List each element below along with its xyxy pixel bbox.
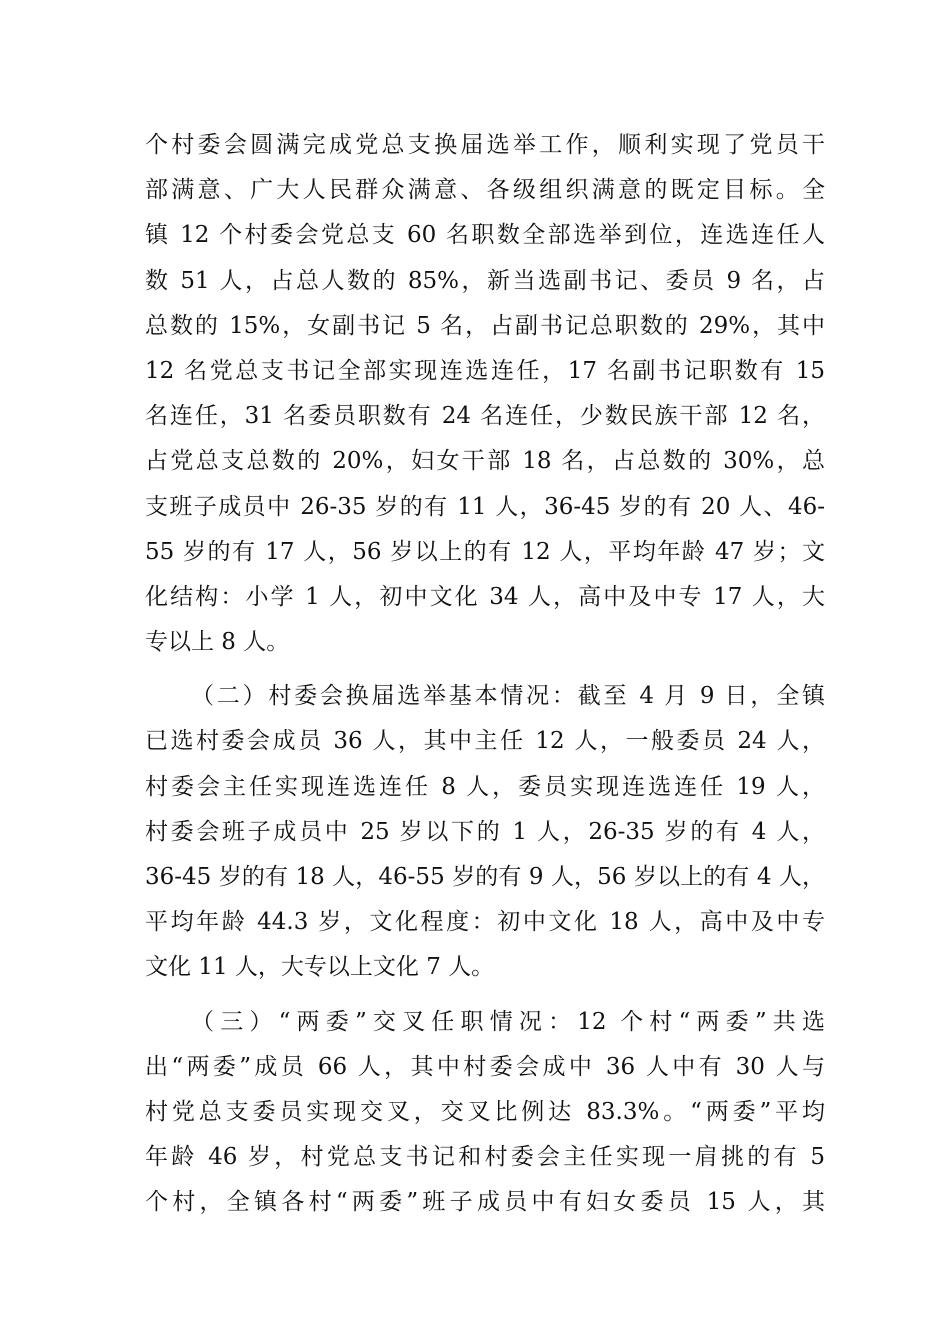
- text-line: 占党总支总数的 20%，妇女干部 18 名，占总数的 30%，总: [145, 448, 825, 475]
- text-line: 名连任，31 名委员职数有 24 名连任，少数民族干部 12 名，: [145, 403, 825, 430]
- document-body: [145, 123, 825, 1226]
- text-line: 村党总支委员实现交叉，交叉比例达 83.3%。“两委”平均: [145, 1098, 825, 1125]
- text-line: 55 岁的有 17 人，56 岁以上的有 12 人，平均年龄 47 岁；文: [145, 538, 825, 565]
- paragraph-spacing: [145, 665, 825, 674]
- paragraph-cross-appointment: [145, 1000, 825, 1226]
- text-line: 平均年龄 44.3 岁，文化程度：初中文化 18 人，高中及中专: [145, 909, 825, 936]
- text-line: 数 51 人，占总人数的 85%，新当选副书记、委员 9 名，占: [145, 267, 825, 294]
- text-line: 文化 11 人，大专以上文化 7 人。: [145, 954, 495, 981]
- text-line: 年龄 46 岁，村党总支书记和村委会主任实现一肩挑的有 5: [145, 1144, 825, 1171]
- text-line: 已选村委会成员 36 人，其中主任 12 人，一般委员 24 人，: [145, 728, 825, 755]
- text-line: （二）村委会换届选举基本情况：截至 4 月 9 日，全镇: [191, 683, 825, 710]
- text-line: 36-45 岁的有 18 人，46-55 岁的有 9 人，56 岁以上的有 4 人，: [145, 864, 825, 890]
- text-line: 个村委会圆满完成党总支换届选举工作，顺利实现了党员干: [145, 132, 825, 158]
- text-line: 镇 12 个村委会党总支 60 名职数全部选举到位，连选连任人: [145, 222, 825, 249]
- text-line: 化结构：小学 1 人，初中文化 34 人，高中及中专 17 人，大: [145, 583, 825, 610]
- text-line: 村委会主任实现连选连任 8 人，委员实现连选连任 19 人，: [145, 773, 825, 800]
- text-line: 部满意、广大人民群众满意、各级组织满意的既定目标。全: [145, 177, 825, 204]
- text-line: 出“两委”成员 66 人，其中村委会成中 36 人中有 30 人与: [145, 1053, 825, 1080]
- text-line: 支班子成员中 26-35 岁的有 11 人，36-45 岁的有 20 人、46-: [145, 493, 825, 520]
- paragraph-party-branch-election: [145, 123, 825, 665]
- text-line: 12 名党总支书记全部实现连选连任，17 名副书记职数有 15: [145, 357, 825, 384]
- text-line: 总数的 15%，女副书记 5 名，占副书记总职数的 29%，其中: [145, 312, 825, 339]
- text-line: 专以上 8 人。: [145, 629, 290, 656]
- paragraph-village-committee-election: [145, 674, 825, 990]
- text-line: 个村，全镇各村“两委”班子成员中有妇女委员 15 人，其: [145, 1189, 825, 1216]
- text-line: 村委会班子成员中 25 岁以下的 1 人，26-35 岁的有 4 人，: [145, 818, 825, 845]
- text-line: （三）“两委”交叉任职情况：12 个村“两委”共选: [191, 1008, 825, 1035]
- paragraph-spacing: [145, 991, 825, 1000]
